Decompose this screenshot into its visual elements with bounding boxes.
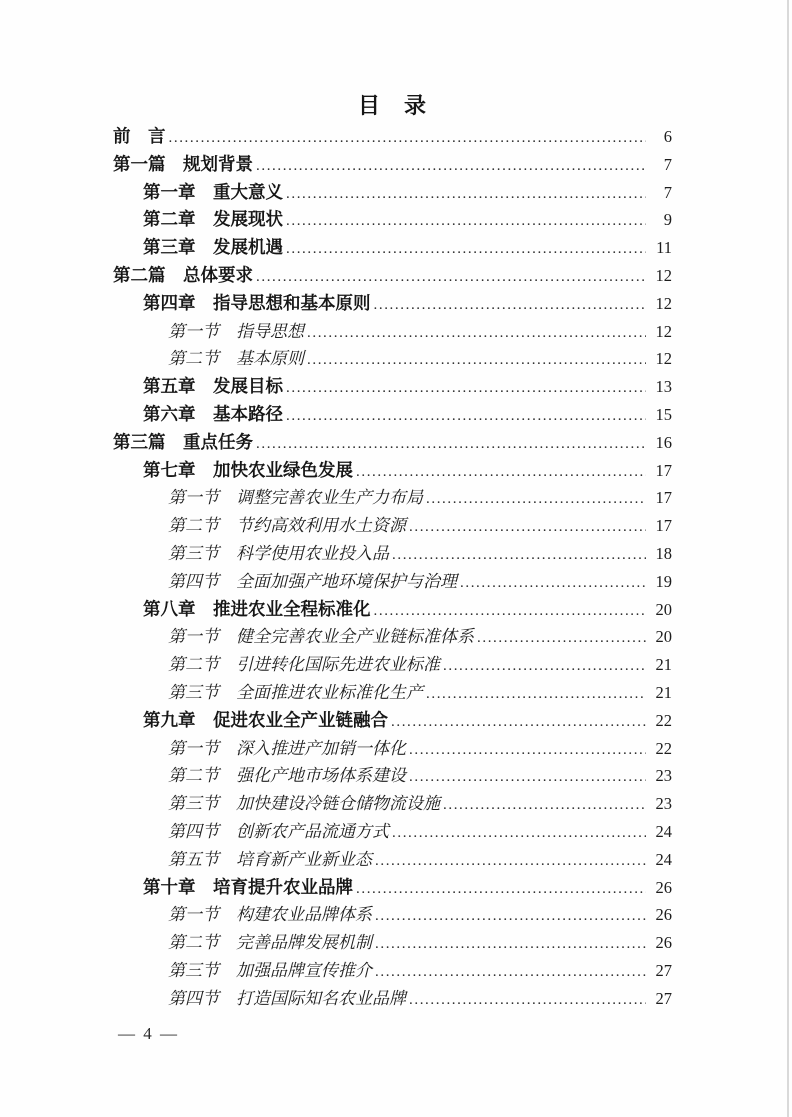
toc-entry [113, 874, 672, 902]
toc-entry [113, 123, 672, 151]
toc-entry-page-number: 17 [655, 488, 672, 508]
toc-entry [113, 401, 672, 429]
toc-entry-label: 第一节 健全完善农业全产业链标准体系 [168, 627, 474, 647]
toc-entry [113, 596, 672, 624]
toc-entry [113, 179, 672, 207]
toc-leader-dots [286, 403, 646, 431]
toc-entry-label: 前 言 [113, 126, 166, 146]
toc-leader-dots [409, 737, 646, 765]
toc-entry-page-number: 27 [655, 988, 672, 1008]
toc-entry-label: 第八章 推进农业全程标准化 [143, 598, 371, 619]
toc-leader-dots [356, 459, 646, 487]
toc-entry-page-number: 12 [655, 265, 672, 285]
toc-leader-dots [392, 820, 646, 848]
toc-entry [113, 484, 672, 512]
toc-entry [113, 651, 672, 679]
toc-leader-dots [426, 486, 646, 514]
page-title: 目 录 [357, 93, 427, 118]
toc-entry-page-number: 22 [655, 738, 672, 758]
toc-entry-page-number: 11 [656, 238, 672, 258]
toc-entry-page-number: 16 [655, 432, 672, 452]
toc-entry-label: 第三节 加强品牌宣传推介 [168, 960, 372, 980]
toc-leader-dots [409, 514, 646, 542]
toc-entry-page-number: 26 [655, 905, 672, 925]
toc-entry-page-number: 20 [655, 599, 672, 619]
toc-entry-label: 第一章 重大意义 [143, 181, 283, 202]
toc-leader-dots [307, 347, 646, 375]
toc-leader-dots [374, 292, 647, 320]
toc-leader-dots [374, 598, 647, 626]
toc-entry-label: 第五章 发展目标 [143, 376, 283, 397]
toc-entry-label: 第十章 培育提升农业品牌 [143, 876, 353, 897]
toc-entry [113, 234, 672, 262]
toc-entry-page-number: 21 [655, 655, 672, 675]
toc-leader-dots [426, 681, 646, 709]
toc-entry-page-number: 7 [663, 154, 672, 174]
toc-entry-page-number: 15 [655, 404, 672, 424]
toc-entry [113, 318, 672, 346]
toc-entry [113, 206, 672, 234]
toc-leader-dots [460, 570, 646, 598]
toc-entry-label: 第四节 打造国际知名农业品牌 [168, 988, 406, 1008]
toc-entry-page-number: 12 [655, 293, 672, 313]
toc-entry [113, 985, 672, 1013]
toc-entry-page-number: 24 [655, 849, 672, 869]
toc-leader-dots [392, 542, 646, 570]
toc-leader-dots [477, 625, 646, 653]
toc-entry-label: 第二节 完善品牌发展机制 [168, 933, 372, 953]
toc-leader-dots [391, 709, 646, 737]
toc-entry [113, 846, 672, 874]
toc-entry-label: 第一节 构建农业品牌体系 [168, 905, 372, 925]
toc-leader-dots [375, 903, 646, 931]
toc-entry-label: 第一篇 规划背景 [113, 153, 253, 174]
toc-leader-dots [256, 153, 646, 181]
toc-leader-dots [443, 792, 646, 820]
toc-entry [113, 512, 672, 540]
toc-entry-page-number: 6 [663, 127, 672, 146]
toc-entry [113, 457, 672, 485]
toc-entry-page-number: 26 [655, 877, 672, 897]
toc-leader-dots [307, 320, 646, 348]
toc-entry [113, 540, 672, 568]
toc-leader-dots [286, 208, 646, 236]
toc-entry [113, 290, 672, 318]
toc-entry [113, 568, 672, 596]
toc-entry [113, 151, 672, 179]
toc-leader-dots [409, 987, 646, 1015]
toc-entry-label: 第一节 指导思想 [168, 321, 304, 341]
toc-entry [113, 679, 672, 707]
toc-leader-dots [375, 931, 646, 959]
toc-leader-dots [375, 848, 646, 876]
toc-entry-page-number: 13 [655, 377, 672, 397]
toc-entry [113, 957, 672, 985]
toc-leader-dots [169, 125, 647, 153]
toc-entry [113, 707, 672, 735]
toc-entry-page-number: 27 [655, 960, 672, 980]
toc-entry [113, 929, 672, 957]
toc-entry-page-number: 21 [655, 682, 672, 702]
toc-entry-page-number: 12 [655, 349, 672, 369]
toc-entry-label: 第四节 创新农产品流通方式 [168, 821, 389, 841]
toc-entry-page-number: 17 [655, 516, 672, 536]
toc-entry-label: 第三节 全面推进农业标准化生产 [168, 682, 423, 702]
toc-entry-label: 第三节 加快建设冷链仓储物流设施 [168, 794, 440, 814]
toc-entry-label: 第二节 强化产地市场体系建设 [168, 766, 406, 786]
toc-leader-dots [375, 959, 646, 987]
toc-entry-page-number: 12 [655, 321, 672, 341]
toc-leader-dots [286, 375, 646, 403]
toc-entry-page-number: 24 [655, 821, 672, 841]
toc-entry-label: 第二篇 总体要求 [113, 264, 253, 285]
toc-entry-page-number: 23 [655, 794, 672, 814]
toc-entry [113, 790, 672, 818]
toc-entry [113, 735, 672, 763]
toc-entry-label: 第一节 调整完善农业生产力布局 [168, 488, 423, 508]
toc-entry [113, 345, 672, 373]
toc-entry-label: 第一节 深入推进产加销一体化 [168, 738, 406, 758]
toc-entry-page-number: 18 [655, 543, 672, 563]
toc-entry-label: 第二节 基本原则 [168, 349, 304, 369]
toc-entry-label: 第三章 发展机遇 [143, 237, 283, 258]
toc-entry-label: 第四章 指导思想和基本原则 [143, 292, 371, 313]
toc-entry-page-number: 7 [663, 182, 672, 202]
toc-entry-label: 第三节 科学使用农业投入品 [168, 543, 389, 563]
toc-entry-page-number: 22 [655, 710, 672, 730]
toc-entry-label: 第二节 引进转化国际先进农业标准 [168, 655, 440, 675]
toc-entry [113, 429, 672, 457]
toc-entry-label: 第六章 基本路径 [143, 403, 283, 424]
toc-entry-label: 第三篇 重点任务 [113, 431, 253, 452]
toc-entry-page-number: 26 [655, 933, 672, 953]
toc-entry-label: 第二章 发展现状 [143, 209, 283, 230]
toc-entry-page-number: 19 [655, 571, 672, 591]
toc-leader-dots [256, 431, 646, 459]
toc-leader-dots [443, 653, 646, 681]
toc-entry-page-number: 23 [655, 766, 672, 786]
toc-list [113, 123, 672, 1013]
toc-entry-label: 第五节 培育新产业新业态 [168, 849, 372, 869]
toc-entry-label: 第九章 促进农业全产业链融合 [143, 709, 388, 730]
toc-entry [113, 623, 672, 651]
toc-entry [113, 262, 672, 290]
footer-page-number: — 4 — [118, 1024, 179, 1043]
toc-leader-dots [286, 236, 646, 264]
toc-entry-label: 第四节 全面加强产地环境保护与治理 [168, 571, 457, 591]
toc-entry-page-number: 20 [655, 627, 672, 647]
toc-entry [113, 901, 672, 929]
scanned-page-edge-line [787, 0, 789, 1117]
toc-leader-dots [409, 764, 646, 792]
toc-leader-dots [286, 181, 646, 209]
toc-entry-page-number: 9 [663, 210, 672, 230]
toc-leader-dots [356, 876, 646, 904]
toc-leader-dots [256, 264, 646, 292]
toc-entry [113, 762, 672, 790]
toc-entry-page-number: 17 [655, 460, 672, 480]
toc-entry-label: 第二节 节约高效利用水土资源 [168, 516, 406, 536]
toc-entry-label: 第七章 加快农业绿色发展 [143, 459, 353, 480]
toc-entry [113, 373, 672, 401]
toc-entry [113, 818, 672, 846]
